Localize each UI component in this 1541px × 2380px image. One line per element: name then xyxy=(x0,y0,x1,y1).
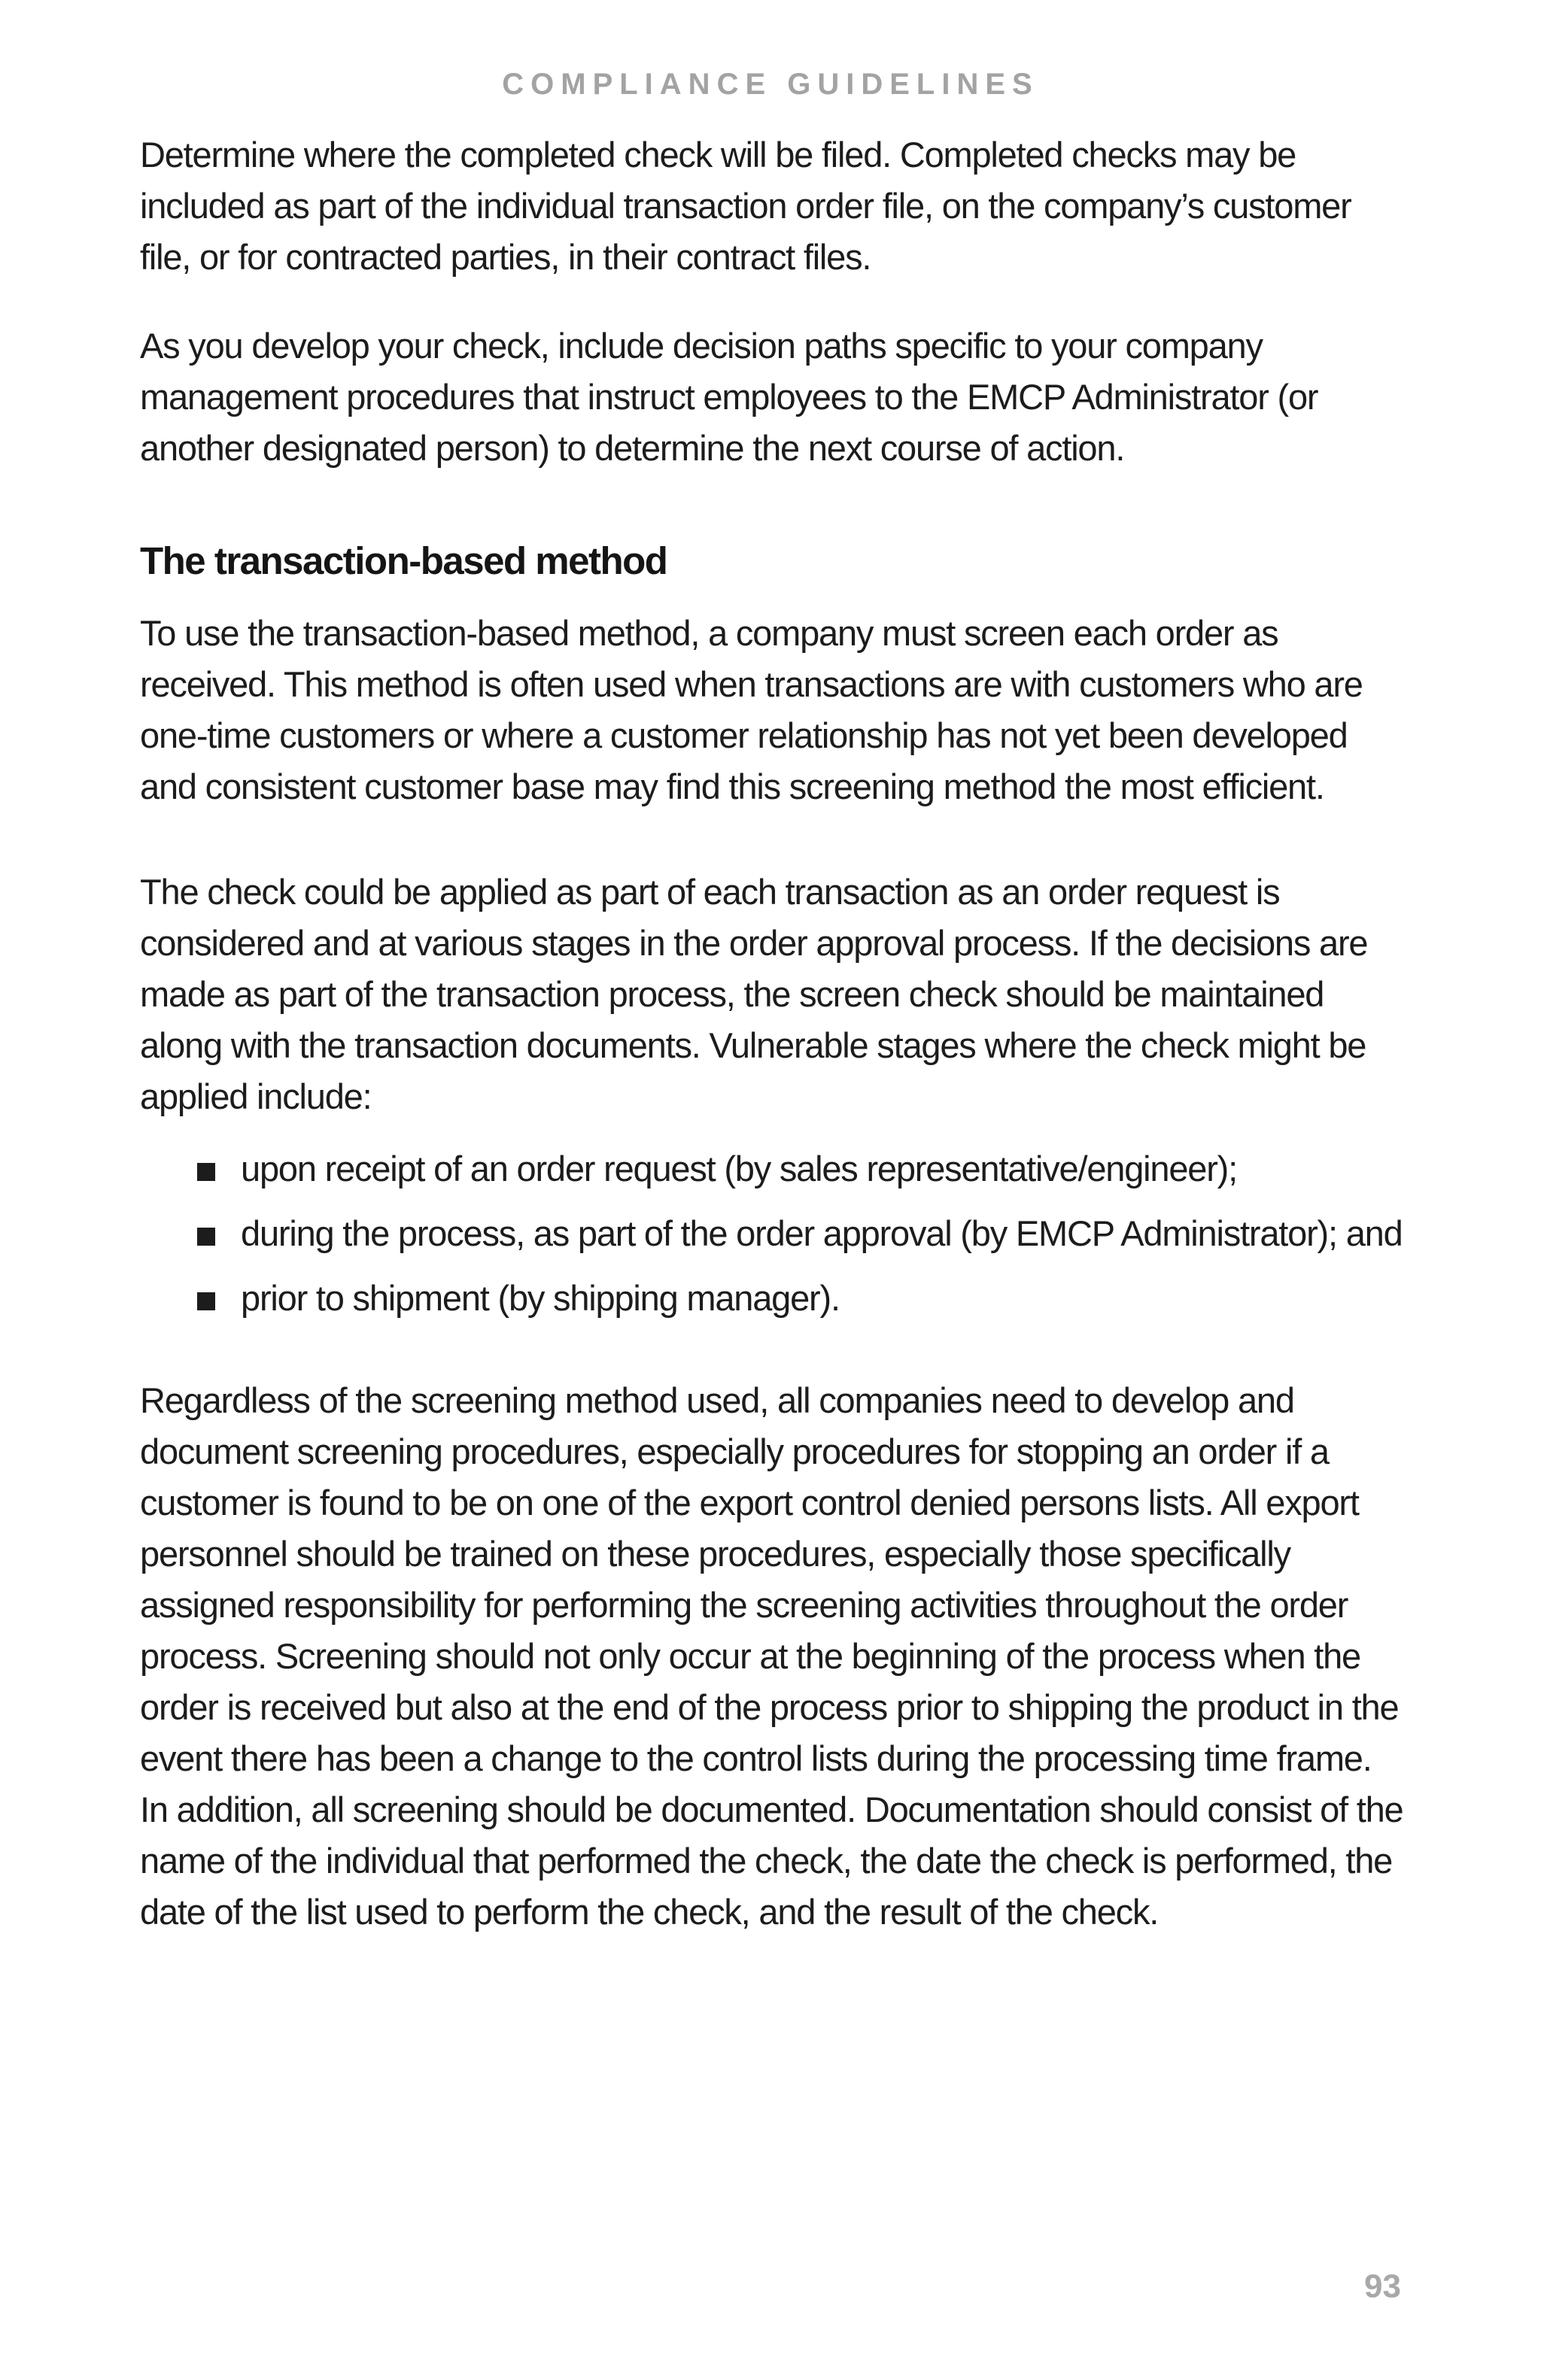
paragraph-decision-paths: As you develop your check, include decision paths specific to your company management procedures that instruct employees to the EMCP Administrator (or another designated person) to determine the next course of action. xyxy=(140,326,1318,468)
square-bullet-icon xyxy=(197,1292,215,1310)
list-item-text: during the process, as part of the order approval (by EMCP Administrator); and xyxy=(241,1213,1403,1253)
list-item xyxy=(197,1143,1404,1195)
running-header: COMPLIANCE GUIDELINES xyxy=(502,68,1039,101)
paragraph-transaction-method-intro: To use the transaction-based method, a company must screen each order as received. This method is often used when transactions are with customers who are one-time customers or where a customer relationship has not yet been developed and consistent customer base may find this screening method the most efficient. xyxy=(140,613,1363,806)
square-bullet-icon xyxy=(197,1163,215,1181)
vulnerable-stages-list xyxy=(140,1143,1404,1324)
list-item xyxy=(197,1208,1404,1259)
section-heading: The transaction-based method xyxy=(140,539,667,582)
paragraph-completed-check-filing: Determine where the completed check will be filed. Completed checks may be included as part of the individual transaction order file, on the company’s customer file, or for contracted parties, in their contract files. xyxy=(140,135,1351,277)
page-content xyxy=(140,129,1404,1938)
paragraph-check-application: The check could be applied as part of each transaction as an order request is considered and at various stages in the order approval process. If the decisions are made as part of the transaction process, the screen check should be maintained along with the transaction documents. Vulnerable stages where the check might be applied include: xyxy=(140,872,1368,1116)
square-bullet-icon xyxy=(197,1228,215,1246)
list-item-text: upon receipt of an order request (by sales representative/engineer); xyxy=(241,1149,1237,1188)
page-number: 93 xyxy=(1364,2268,1401,2305)
list-item xyxy=(197,1273,1404,1324)
list-item-text: prior to shipment (by shipping manager). xyxy=(241,1278,840,1318)
paragraph-screening-procedures: Regardless of the screening method used, all companies need to develop and document screening procedures, especially procedures for stopping an order if a customer is found to be on one of the export control denied persons lists. All export personnel should be trained on these procedures, especially those specifically assigned responsibility for performing the screening activities throughout the order process. Screening should not only occur at the beginning of the process when the order is received but also at the end of the process prior to shipping the product in the event there has been a change to the control lists during the processing time frame. In addition, all screening should be documented. Documentation should consist of the name of the individual that performed the check, the date the check is performed, the date of the list used to perform the check, and the result of the check. xyxy=(140,1380,1403,1932)
